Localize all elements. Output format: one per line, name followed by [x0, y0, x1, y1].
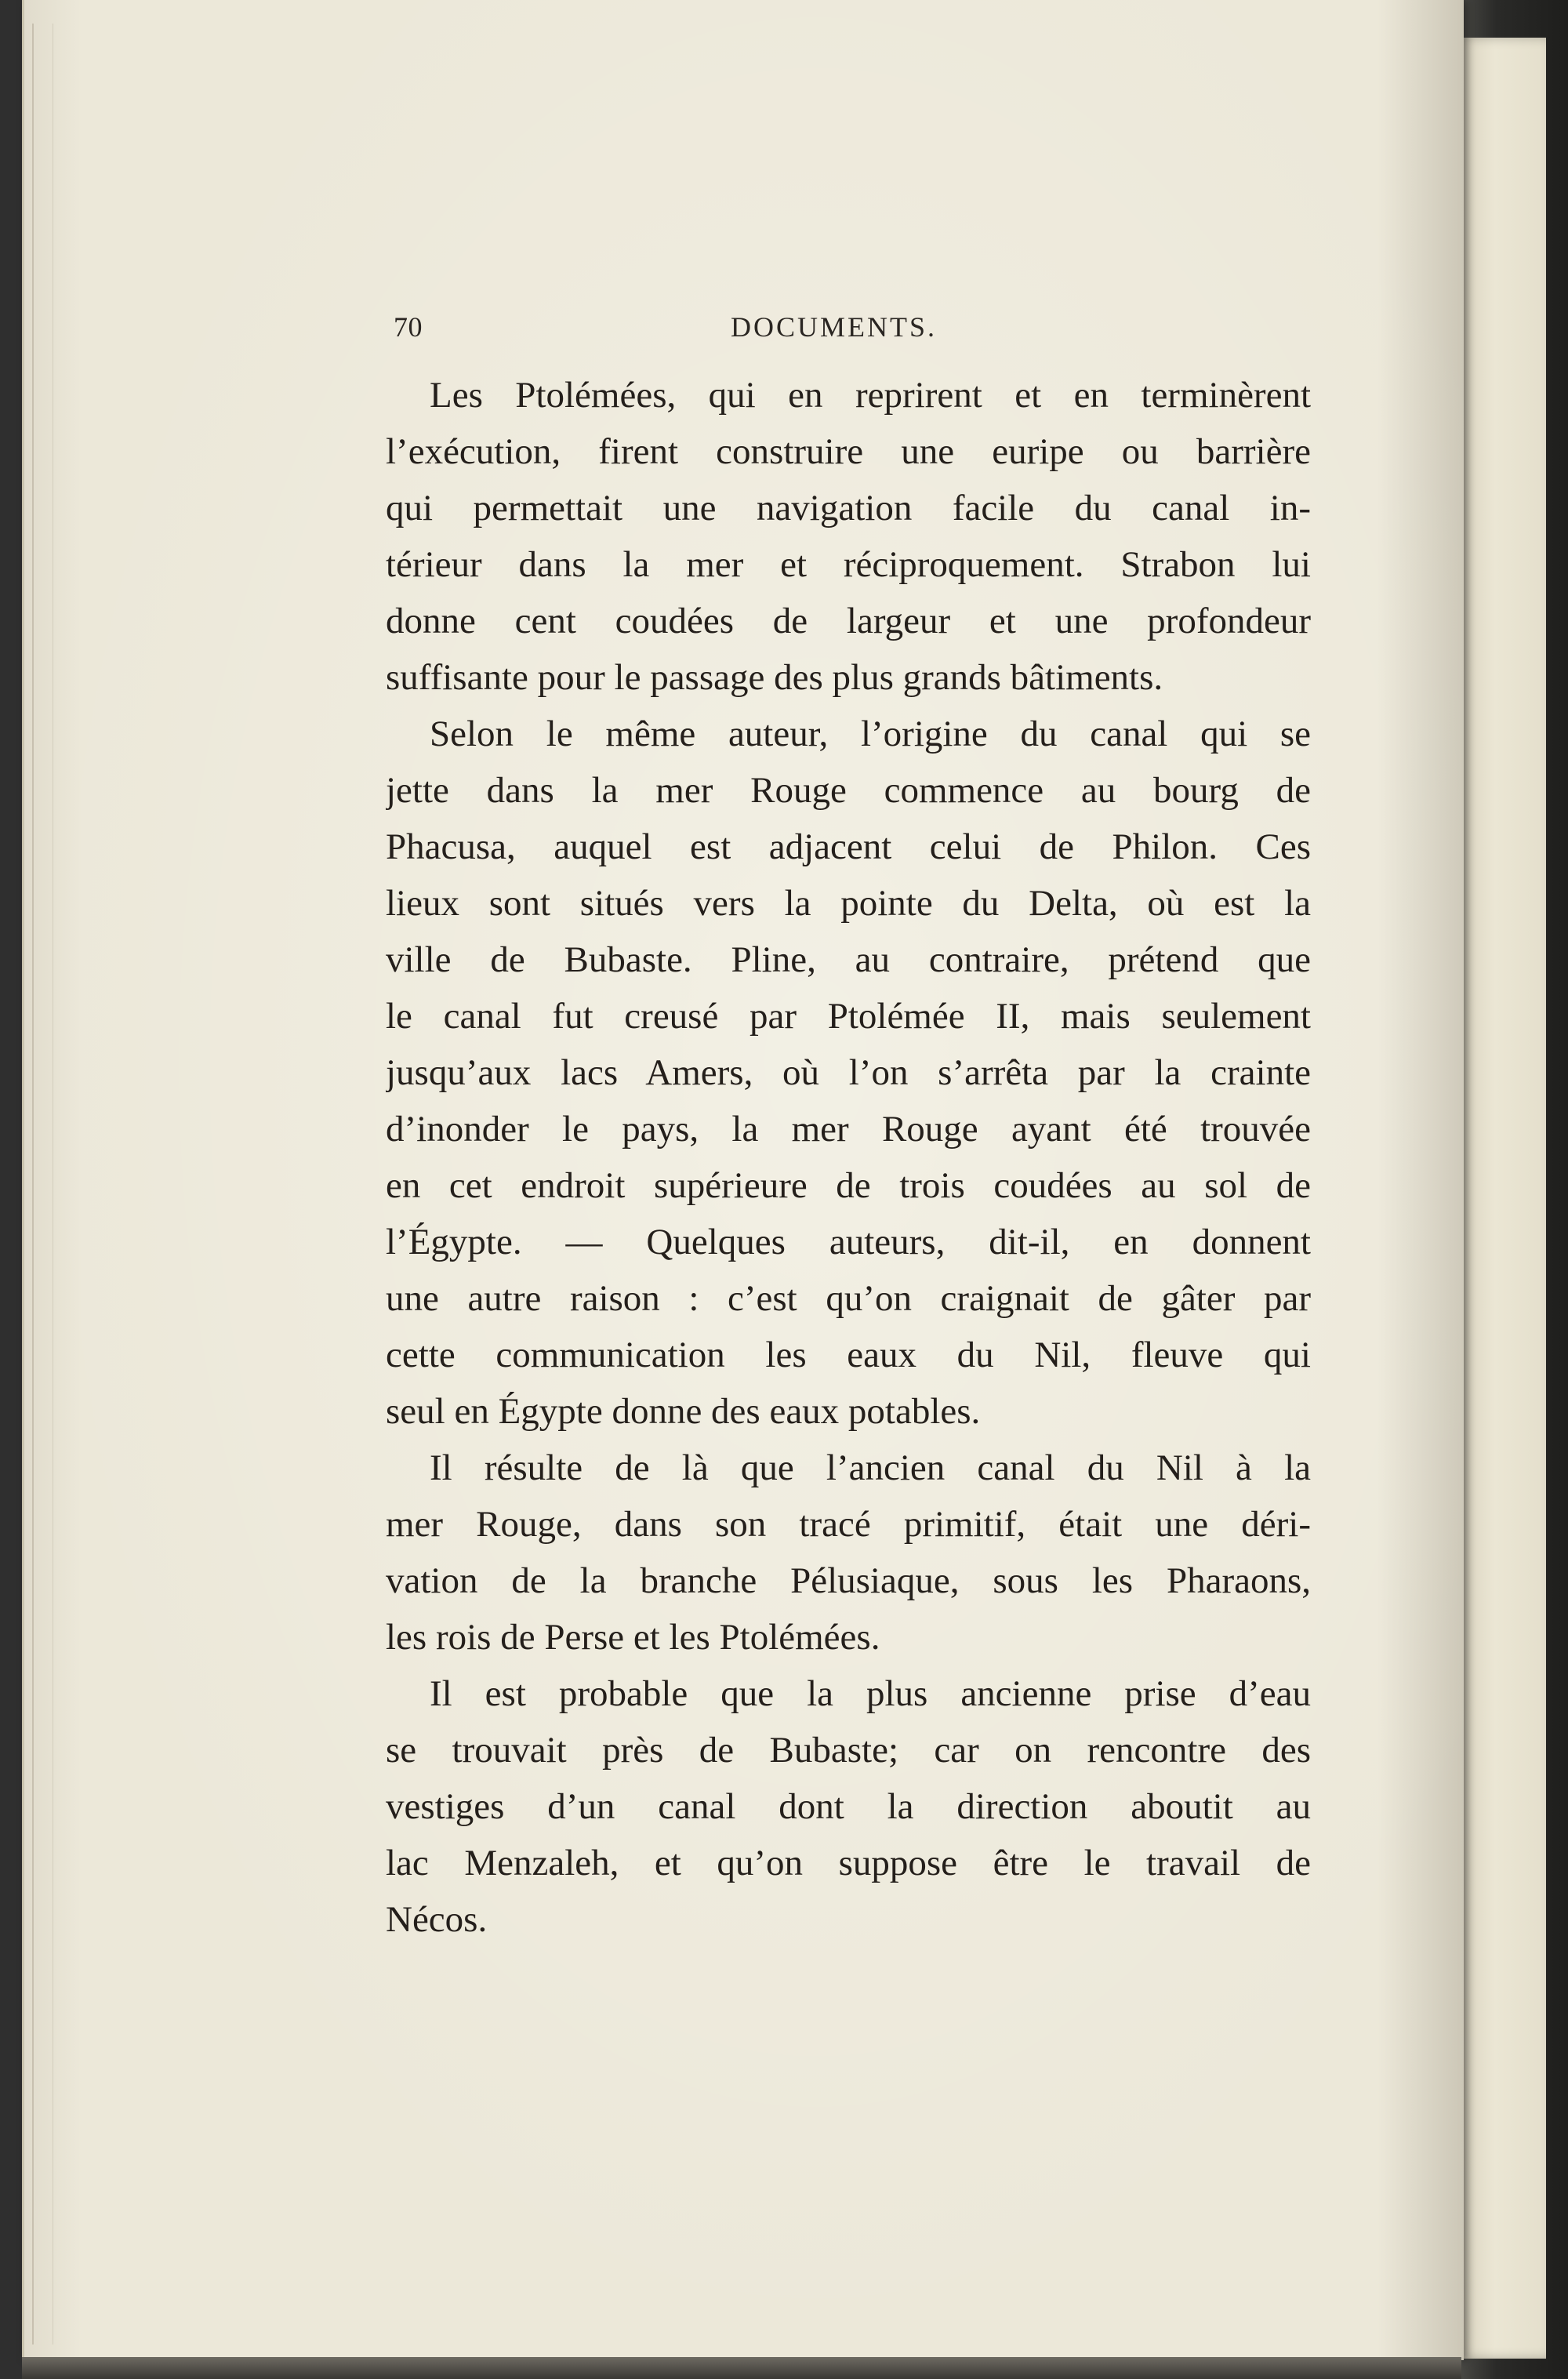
text-line: Il est probable que la plus ancienne prise d’eau [430, 1673, 1311, 1714]
text-line: Nécos. [386, 1899, 488, 1940]
running-head [394, 311, 1021, 350]
running-title: DOCUMENTS. [731, 311, 938, 343]
paragraph-3 [386, 1440, 1311, 1665]
text-line: d’inonder le pays, la mer Rouge ayant été trouvée [386, 1109, 1311, 1150]
paragraph-4 [386, 1665, 1311, 1948]
text-line: en cet endroit supérieure de trois coudées au sol de [386, 1165, 1311, 1206]
page-number: 70 [394, 311, 423, 343]
text-line: lac Menzaleh, et qu’on suppose être le travail de [386, 1843, 1311, 1883]
text-line: Il résulte de là que l’ancien canal du Nil à la [430, 1447, 1311, 1488]
text-line: l’exécution, firent construire une euripe ou barrière [386, 431, 1311, 472]
page-gutter-marks [32, 24, 53, 2344]
text-line: vation de la branche Pélusiaque, sous les Pharaons, [386, 1560, 1311, 1601]
text-line: l’Égypte. — Quelques auteurs, dit-il, en donnent [386, 1222, 1311, 1262]
text-line: ville de Bubaste. Pline, au contraire, prétend que [386, 939, 1311, 980]
text-line: se trouvait près de Bubaste; car on rencontre des [386, 1730, 1311, 1771]
text-line: cette communication les eaux du Nil, fleuve qui [386, 1335, 1311, 1375]
text-line: le canal fut creusé par Ptolémée II, mais seulement [386, 996, 1311, 1037]
text-line: térieur dans la mer et réciproquement. Strabon lui [386, 544, 1311, 585]
text-line: Les Ptolémées, qui en reprirent et en terminèrent [430, 375, 1311, 416]
text-line: mer Rouge, dans son tracé primitif, était une déri- [386, 1504, 1311, 1545]
paragraph-1 [386, 367, 1311, 706]
text-line: jette dans la mer Rouge commence au bourg de [386, 770, 1311, 811]
text-line: lieux sont situés vers la pointe du Delta, où est la [386, 883, 1311, 924]
body-text [386, 367, 1311, 1948]
text-line: qui permettait une navigation facile du canal in- [386, 488, 1311, 528]
paragraph-2 [386, 706, 1311, 1440]
text-line: Phacusa, auquel est adjacent celui de Philon. Ces [386, 826, 1311, 867]
page-bottom-shadow [22, 2357, 1461, 2379]
text-line: les rois de Perse et les Ptolémées. [386, 1617, 880, 1658]
text-line: une autre raison : c’est qu’on craignait de gâter par [386, 1278, 1311, 1319]
text-line: vestiges d’un canal dont la direction aboutit au [386, 1786, 1311, 1827]
text-line: Selon le même auteur, l’origine du canal qui se [430, 714, 1311, 754]
text-line: suffisante pour le passage des plus grands bâtiments. [386, 657, 1163, 698]
text-line: seul en Égypte donne des eaux potables. [386, 1391, 981, 1432]
text-line: donne cent coudées de largeur et une profondeur [386, 601, 1311, 641]
text-line: jusqu’aux lacs Amers, où l’on s’arrêta par la crainte [386, 1052, 1311, 1093]
facing-page-edge [1460, 38, 1546, 2359]
